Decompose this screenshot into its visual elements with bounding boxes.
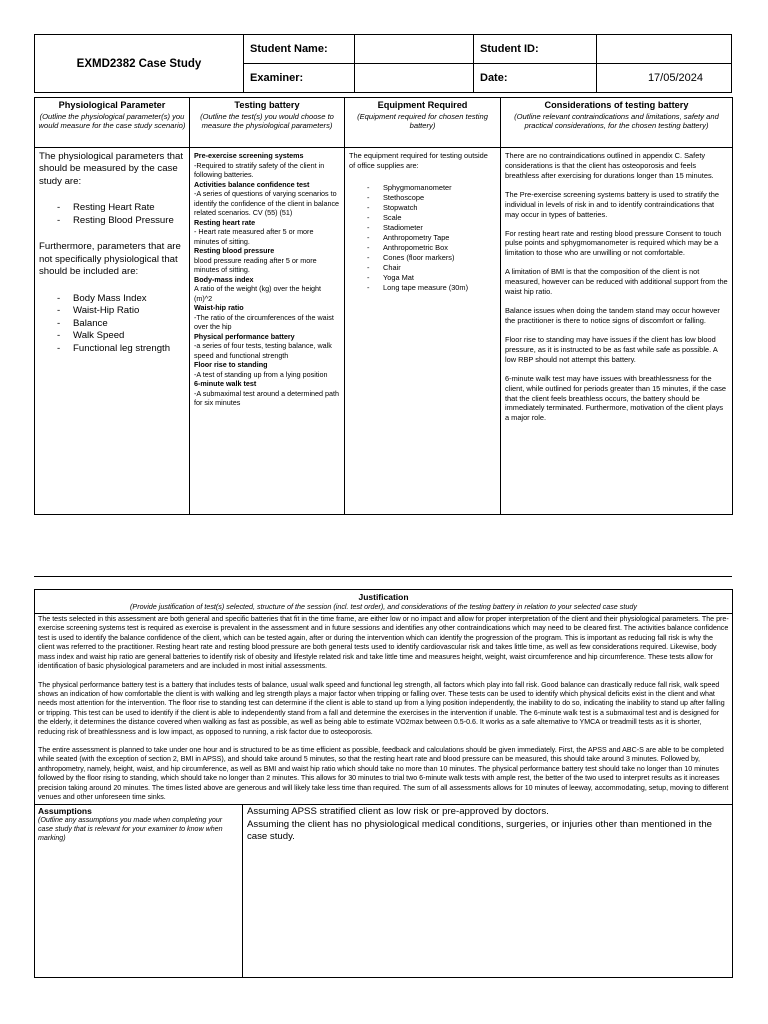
battery-text: -Required to stratify safety of the client in following batteries. [194, 160, 325, 179]
battery-title: Floor rise to standing [194, 360, 268, 369]
parameter-item: - Balance [39, 318, 185, 330]
equipment-item: - Stethoscope [349, 193, 496, 203]
column-subtitle: (Outline relevant contraindications and limitations, safety and practical considerations, for the chosen testing battery) [514, 112, 719, 131]
battery-text: -The ratio of the circumferences of the waist over the hip [194, 312, 334, 331]
justification-table [34, 589, 733, 978]
equipment-item: - Chair [349, 263, 496, 273]
justification-title: Justification [358, 592, 409, 602]
equipment-item: - Long tape measure (30m) [349, 283, 496, 293]
student-id-field[interactable] [597, 35, 732, 64]
column-subtitle: (Equipment required for chosen testing battery) [357, 112, 488, 131]
equipment-item: - Yoga Mat [349, 273, 496, 283]
parameter-item: - Walk Speed [39, 330, 185, 342]
assumptions-body [243, 804, 733, 977]
battery-title: Waist-hip ratio [194, 303, 244, 312]
considerations-cell [501, 148, 733, 515]
parameter-item: - Resting Blood Pressure [39, 215, 185, 227]
column-header-considerations [501, 98, 733, 148]
assumption-item: Assuming the client has no physiological medical conditions, surgeries, or injuries other than mentioned in the case study. [247, 818, 713, 843]
examiner-label: Examiner: [244, 64, 355, 93]
equipment-item: - Stadiometer [349, 223, 496, 233]
justification-paragraph: The physical performance battery test is a battery that includes tests of balance, usual walk speed and functional leg strength, all factors which play into fall risk. Good balance can drastically reduce fall risk, walk speed shows an indication of how comfortable the client is with walking and leg strength plays a major factor when tripping or falling over. These tests can be used to identify which physical deficits exist in the client and what needs most attention for the intervention. The floor rise to standing test can determine if the client is able to stand up from a lying position independently, the inability to do so, indicating the inability to stand up after falling or tripping. This test can be used to identify if the client is able to independently stand from a fall and determine the exercises in the intervention if unable. The 6-minute walk test is a submaximal test and is designed for the elderly, it determines the distance covered when walking as fast as possible, as well as being able to estimate VO2max between 0.5-0.6. It works as a safe alternative to YMCA or treadmill tests as it is shorter, reducing risk of breathlessness and is low impact, as opposed to running, a risk factor due to osteoporosis. [38, 680, 725, 736]
column-subtitle: (Outline the physiological parameter(s) you would measure for the case study scenario) [38, 112, 186, 131]
equipment-item: - Anthropometry Tape [349, 233, 496, 243]
consideration-paragraph: For resting heart rate and resting blood pressure Consent to touch pulse points and sphygmomanometer is required which may be a limitation to those who are unwilling or not comfortable. [505, 228, 722, 258]
column-subtitle: (Outline the test(s) you would choose to measure the physiological parameters) [200, 112, 334, 131]
battery-item [194, 151, 340, 180]
battery-title: Body-mass index [194, 274, 254, 284]
battery-title: Resting heart rate [194, 217, 256, 227]
justification-paragraph: The entire assessment is planned to take under one hour and is structured to be as time efficient as possible, feedback and calculations should be given immediately. First, the APSS and ABC-S are able to be completed while seated (with the exception of section 2, BMI in APSS), and should take around 5 minutes, so that the resting heart rate and blood pressure can be measured, this should take around 3 minutes. Followed by, anthropometry, namely, height, waist, and hip circumference, as well as BMI and waist hip ratio which should take no more than 10 minutes. The physical performance battery test should take no longer than 10 minutes followed by the floor rising to standing, which should take no longer than 2 minutes. This allows for 30 minutes to trial two 6-minute walk tests with ample rest, the better of the two used to interpret results as it increases precision taking around 20 minutes. The times listed above are generous and will likely take less time than required. The sum of all assessments allows for 10 minutes of leeway, accommodating, setup, moving to different venues and other unforeseen time sinks. [38, 746, 729, 802]
battery-item [194, 360, 340, 379]
battery-text: -A submaximal test around a determined path for six minutes [194, 388, 340, 407]
course-code: EXMD2382 Case Study [35, 35, 244, 93]
battery-text: blood pressure reading after 5 or more minutes of sitting. [194, 255, 317, 274]
justification-body [35, 614, 733, 805]
column-header-equipment [345, 98, 501, 148]
parameter-item: - Body Mass Index [39, 293, 185, 305]
battery-cell [190, 148, 345, 515]
equipment-item: - Scale [349, 213, 496, 223]
battery-item [194, 275, 340, 304]
equipment-intro: The equipment required for testing outside of office supplies are: [349, 151, 488, 170]
battery-title: Activities balance confidence test [194, 179, 310, 189]
justification-subtitle: (Provide justification of test(s) selected, structure of the session (incl. test order), and considerations of the testing battery in relation to your selected case study [130, 602, 637, 611]
header-table [34, 34, 732, 93]
student-name-label: Student Name: [244, 35, 355, 64]
parameter-item: - Functional leg strength [39, 343, 185, 355]
battery-item [194, 332, 340, 361]
equipment-item: - Anthropometric Box [349, 243, 496, 253]
assumptions-subtitle: (Outline any assumptions you made when completing your case study that is relevant for your examiner to know when marking) [38, 815, 223, 843]
equipment-item: - Sphygmomanometer [349, 183, 496, 193]
consideration-paragraph: The Pre-exercise screening systems battery is used to stratify the individual in levels of risk in and to identify contraindications that may occur in types of batteries. [505, 189, 720, 219]
battery-title: Physical performance battery [194, 331, 295, 341]
battery-item [194, 246, 340, 275]
battery-text: -A series of questions of varying scenarios to identify the confidence of the client in balance related scenarios. CV (55) (51) [194, 189, 340, 217]
parameters-intro: The physiological parameters that should be measured by the case study are: [39, 151, 183, 187]
battery-item [194, 180, 340, 218]
battery-title: Resting blood pressure [194, 246, 275, 255]
assumptions-title: Assumptions [38, 805, 92, 816]
date-field[interactable]: 17/05/2024 [597, 64, 732, 93]
consideration-paragraph: There are no contraindications outlined in appendix C. Safety considerations is that the client has osteoporosis and feels breathless after exercising for durations longer than 15 minutes. [505, 151, 714, 180]
equipment-cell [345, 148, 501, 515]
student-name-field[interactable] [355, 35, 474, 64]
battery-item [194, 379, 340, 408]
battery-title: Pre-exercise screening systems [194, 151, 304, 160]
consideration-paragraph: Floor rise to standing may have issues if the client has low blood pressure, as it is instructed to be as fast while safe as possible. A low RBP should not attempt this battery. [505, 334, 718, 364]
parameters-cell [35, 148, 190, 515]
parameter-item: - Resting Heart Rate [39, 202, 185, 214]
parameters-further: Furthermore, parameters that are not specifically physiological that should be included are: [39, 241, 181, 278]
battery-text: -A test of standing up from a lying position [194, 369, 328, 379]
date-label: Date: [474, 64, 597, 93]
equipment-item: - Cones (floor markers) [349, 253, 496, 263]
column-title: Physiological Parameter [58, 100, 166, 110]
battery-text: A ratio of the weight (kg) over the height (m)^2 [194, 284, 322, 303]
justification-header [35, 590, 733, 614]
battery-text: -a series of four tests, testing balance, walk speed and functional strength [194, 341, 332, 360]
column-header-battery [190, 98, 345, 148]
column-title: Testing battery [234, 100, 300, 110]
consideration-paragraph: Balance issues when doing the tandem stand may occur however the practitioner is there to notice signs of discomfort or falling. [505, 306, 720, 325]
page-divider [34, 576, 732, 577]
consideration-paragraph: 6-minute walk test may have issues with breathlessness for the client, while outlined for periods greater than 15 minutes, if the case that the client feels breathless occurs, the battery should be immediately terminated. Furthermore, motivation of the client plays a major role. [505, 373, 727, 423]
equipment-item: - Stopwatch [349, 203, 496, 213]
assumptions-label-cell [35, 804, 243, 977]
column-header-parameter [35, 98, 190, 148]
battery-item [194, 303, 340, 332]
assumption-item: Assuming APSS stratified client as low risk or pre-approved by doctors. [247, 805, 549, 817]
justification-paragraph: The tests selected in this assessment are both general and specific batteries that fit in the time frame, are either low or no impact and allow for proper interpretation of the client and their physiological parameters. The pre-exercise screening systems test is required as exercise is prevalent in the assessment and in future sessions and identifies any other contraindications which may need to be cleared first. The activities balance confidence test is used to identify the balance confidence of the client, which can be tested again, after or during the intervention which can identify the progression of the program. This is important as reducing fall risk is why the client was referred to the practitioner. Resting heart rate and resting blood pressure are both general tests used to identify cardiovascular risk and takes little time, as well as few considerations required. Likewise, body mass index and waist hip ratio are general batteries to identify risk of obesity and lifestyle related risk and take little time and measures height, weight, waist circumference and hip circumference. These tests allow for identification of basic physiological parameters and are included in most initial assessments. [38, 615, 729, 671]
battery-text: - Heart rate measured after 5 or more minutes of sitting. [194, 227, 314, 246]
consideration-paragraph: A limitation of BMI is that the composition of the client is not measured, however can be reduced with additional support from the waist hip ratio. [505, 267, 728, 297]
student-id-label: Student ID: [474, 35, 597, 64]
examiner-field[interactable] [355, 64, 474, 93]
testing-table [34, 97, 733, 515]
parameter-item: - Waist-Hip Ratio [39, 305, 185, 317]
battery-item [194, 218, 340, 247]
column-title: Considerations of testing battery [544, 100, 689, 110]
battery-title: 6-minute walk test [194, 379, 257, 388]
column-title: Equipment Required [377, 100, 468, 110]
